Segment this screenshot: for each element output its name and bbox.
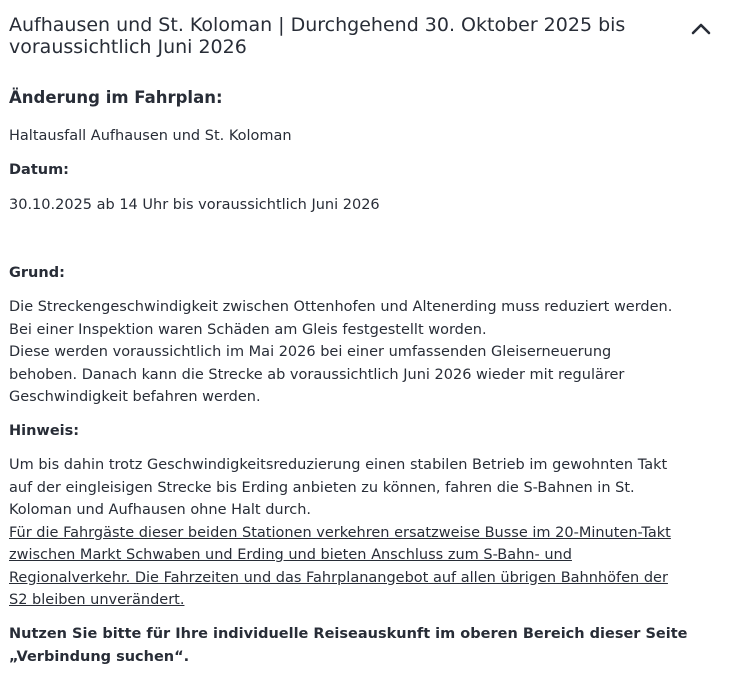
accordion-title-line-1: Aufhausen und St. Koloman | Durchgehend 30. Oktober 2025 bis [9,14,626,36]
reason-line: behoben. Danach kann die Strecke ab voraussichtlich Juni 2026 wieder mit regulärer [9,366,625,383]
accordion-title [9,14,684,58]
date-text: 30.10.2025 ab 14 Uhr bis voraussichtlich Juni 2026 [9,197,380,213]
bus-replacement-link[interactable]: Regionalverkehr. Die Fahrzeiten und das Fahrplanangebot auf allen übrigen Bahnhöfen der [9,569,668,586]
closing-note [9,623,724,668]
reason-line: Die Streckengeschwindigkeit zwischen Ottenhofen und Altenerding muss reduziert werden. [9,299,673,315]
bus-replacement-link[interactable]: S2 bleiben unverändert. [9,592,185,608]
change-text: Haltausfall Aufhausen und St. Koloman [9,128,292,144]
note-line: auf der eingleisigen Strecke bis Erding anbieten zu können, fahren die S-Bahnen in St. [9,479,635,496]
reason-line: Diese werden voraussichtlich im Mai 2026 bei einer umfassenden Gleiserneuerung [9,344,612,360]
closing-line: Nutzen Sie bitte für Ihre individuelle Reiseauskunft im oberen Bereich dieser Seite [9,626,688,642]
bus-replacement-link[interactable]: Für die Fahrgäste dieser beiden Stationen verkehren ersatzweise Busse im 20-Minuten-Takt [9,524,671,541]
accordion-title-line-2: voraussichtlich Juni 2026 [9,36,247,58]
note-line: Um bis dahin trotz Geschwindigkeitsreduzierung einen stabilen Betrieb im gewohnten Takt [9,457,668,473]
date-heading: Datum: [9,162,69,178]
closing-line: „Verbindung suchen“. [9,648,190,665]
reason-line: Geschwindigkeit befahren werden. [9,389,261,405]
note-line: Koloman und Aufhausen ohne Halt durch. [9,502,312,518]
note-heading: Hinweis: [9,423,80,439]
reason-text [9,296,724,409]
chevron-up-icon[interactable] [689,19,713,37]
bus-replacement-link[interactable]: zwischen Markt Schwaben und Erding und bieten Anschluss zum S-Bahn- und [9,547,572,563]
reason-line: Bei einer Inspektion waren Schäden am Gleis festgestellt worden. [9,321,487,338]
reason-heading: Grund: [9,265,65,281]
change-heading: Änderung im Fahrplan: [9,88,223,107]
accordion-header[interactable] [9,0,724,58]
note-text [9,454,724,612]
